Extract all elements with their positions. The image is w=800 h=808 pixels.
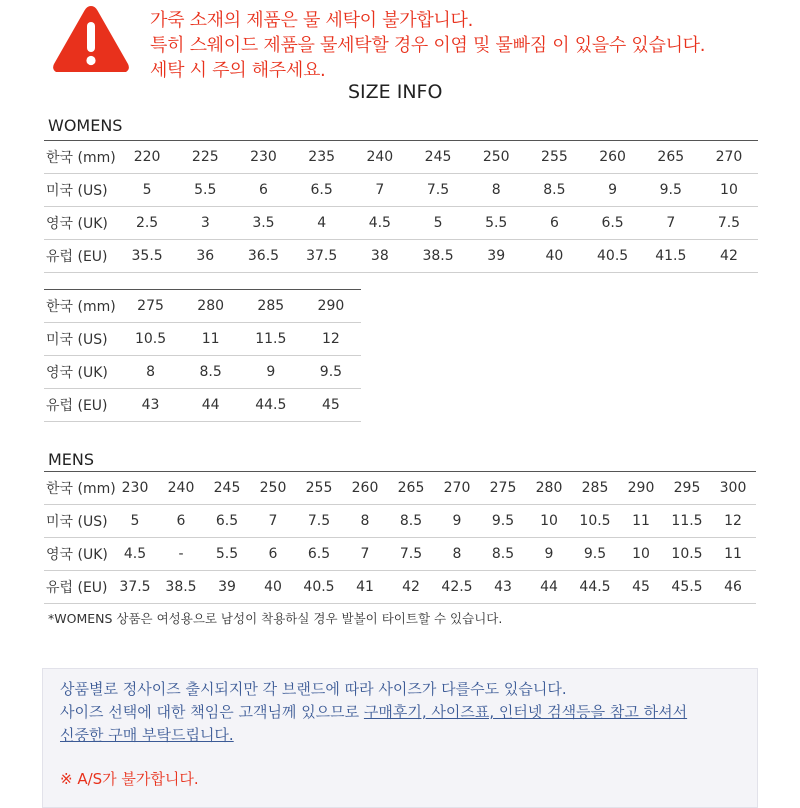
size-cell: 40.5	[296, 571, 342, 604]
size-cell: 7	[342, 538, 388, 571]
mens-size-table-body	[44, 472, 756, 604]
size-cell: 11.5	[241, 323, 301, 356]
size-row	[44, 323, 361, 356]
size-cell: 6	[525, 207, 583, 240]
size-cell: 4.5	[112, 538, 158, 571]
size-cell: 12	[710, 505, 756, 538]
size-cell: 43	[120, 389, 180, 422]
size-cell: 41	[342, 571, 388, 604]
size-cell: 3	[176, 207, 234, 240]
size-cell: 240	[158, 472, 204, 505]
size-cell: 270	[434, 472, 480, 505]
size-cell: 270	[700, 141, 758, 174]
size-cell: 40	[250, 571, 296, 604]
size-cell: 8	[467, 174, 525, 207]
size-cell: 240	[351, 141, 409, 174]
size-cell: 10	[700, 174, 758, 207]
size-cell: 36	[176, 240, 234, 273]
size-cell: 10.5	[572, 505, 618, 538]
size-cell: 280	[181, 290, 241, 323]
row-label: 유럽 (EU)	[44, 571, 112, 604]
size-cell: -	[158, 538, 204, 571]
row-label: 한국 (mm)	[44, 472, 112, 505]
size-cell: 10.5	[664, 538, 710, 571]
size-cell: 37.5	[112, 571, 158, 604]
size-cell: 7.5	[296, 505, 342, 538]
size-cell: 45	[618, 571, 664, 604]
row-label: 미국 (US)	[44, 505, 112, 538]
size-cell: 5.5	[176, 174, 234, 207]
size-cell: 36.5	[234, 240, 292, 273]
size-cell: 290	[618, 472, 664, 505]
size-cell: 11	[710, 538, 756, 571]
size-row	[44, 538, 756, 571]
size-cell: 6.5	[204, 505, 250, 538]
washing-warning	[150, 8, 705, 83]
size-cell: 220	[118, 141, 176, 174]
womens-size-table-2-body	[44, 290, 361, 422]
row-label: 미국 (US)	[44, 323, 120, 356]
size-row	[44, 141, 758, 174]
size-cell: 255	[525, 141, 583, 174]
row-label: 유럽 (EU)	[44, 240, 118, 273]
size-cell: 275	[480, 472, 526, 505]
size-cell: 12	[301, 323, 361, 356]
size-cell: 10	[526, 505, 572, 538]
row-label: 미국 (US)	[44, 174, 118, 207]
size-cell: 9	[434, 505, 480, 538]
size-row	[44, 174, 758, 207]
size-cell: 11	[181, 323, 241, 356]
size-cell: 225	[176, 141, 234, 174]
size-cell: 255	[296, 472, 342, 505]
mens-label: MENS	[48, 450, 95, 469]
size-cell: 9	[526, 538, 572, 571]
size-cell: 260	[342, 472, 388, 505]
size-cell: 9	[584, 174, 642, 207]
size-cell: 46	[710, 571, 756, 604]
size-cell: 41.5	[642, 240, 700, 273]
size-cell: 8	[434, 538, 480, 571]
size-cell: 39	[467, 240, 525, 273]
size-cell: 7.5	[388, 538, 434, 571]
size-cell: 44.5	[572, 571, 618, 604]
size-cell: 37.5	[293, 240, 351, 273]
size-cell: 38	[351, 240, 409, 273]
size-row	[44, 240, 758, 273]
size-cell: 265	[642, 141, 700, 174]
size-cell: 45	[301, 389, 361, 422]
size-cell: 43	[480, 571, 526, 604]
size-cell: 245	[204, 472, 250, 505]
size-cell: 44	[181, 389, 241, 422]
row-label: 한국 (mm)	[44, 141, 118, 174]
size-cell: 7	[642, 207, 700, 240]
size-cell: 6.5	[293, 174, 351, 207]
size-cell: 250	[467, 141, 525, 174]
size-row	[44, 505, 756, 538]
size-cell: 275	[120, 290, 180, 323]
size-cell: 260	[584, 141, 642, 174]
size-cell: 11.5	[664, 505, 710, 538]
size-cell: 10.5	[120, 323, 180, 356]
size-cell: 9	[241, 356, 301, 389]
size-cell: 39	[204, 571, 250, 604]
womens-label: WOMENS	[48, 116, 123, 135]
size-cell: 245	[409, 141, 467, 174]
size-cell: 42	[388, 571, 434, 604]
size-cell: 5	[112, 505, 158, 538]
size-cell: 42	[700, 240, 758, 273]
size-info-title: SIZE INFO	[348, 81, 443, 103]
size-cell: 9.5	[480, 505, 526, 538]
size-cell: 7.5	[700, 207, 758, 240]
size-cell: 44.5	[241, 389, 301, 422]
womens-size-table-1-body	[44, 141, 758, 273]
warning-icon	[50, 2, 132, 76]
as-unavailable-note: ※ A/S가 불가합니다.	[60, 770, 199, 788]
size-cell: 4	[293, 207, 351, 240]
warning-line: 세탁 시 주의 해주세요.	[150, 60, 326, 81]
size-cell: 7.5	[409, 174, 467, 207]
size-cell: 8.5	[480, 538, 526, 571]
size-cell: 290	[301, 290, 361, 323]
womens-fit-note: *WOMENS 상품은 여성용으로 남성이 착용하실 경우 발볼이 타이트할 수 있습니다.	[48, 611, 503, 626]
size-row	[44, 207, 758, 240]
size-cell: 8	[342, 505, 388, 538]
size-cell: 9.5	[301, 356, 361, 389]
row-label: 영국 (UK)	[44, 356, 120, 389]
size-cell: 5	[118, 174, 176, 207]
row-label: 영국 (UK)	[44, 538, 112, 571]
size-cell: 6	[250, 538, 296, 571]
size-cell: 38.5	[409, 240, 467, 273]
size-cell: 40.5	[584, 240, 642, 273]
size-cell: 6	[158, 505, 204, 538]
size-cell: 6.5	[584, 207, 642, 240]
size-cell: 5.5	[204, 538, 250, 571]
size-cell: 35.5	[118, 240, 176, 273]
size-cell: 5	[409, 207, 467, 240]
size-cell: 4.5	[351, 207, 409, 240]
size-cell: 230	[234, 141, 292, 174]
notice-line-2-underlined: 구매후기, 사이즈표, 인터넷 검색등을 참고 하셔서	[363, 703, 688, 721]
size-row	[44, 571, 756, 604]
size-cell: 280	[526, 472, 572, 505]
size-cell: 265	[388, 472, 434, 505]
size-cell: 295	[664, 472, 710, 505]
size-cell: 8.5	[388, 505, 434, 538]
size-row	[44, 356, 361, 389]
warning-line: 특히 스웨이드 제품을 물세탁할 경우 이염 및 물빠짐 이 있을수 있습니다.	[150, 35, 706, 56]
size-cell: 40	[525, 240, 583, 273]
size-cell: 230	[112, 472, 158, 505]
size-cell: 9.5	[572, 538, 618, 571]
size-cell: 7	[250, 505, 296, 538]
size-cell: 8.5	[181, 356, 241, 389]
row-label: 한국 (mm)	[44, 290, 120, 323]
size-cell: 8	[120, 356, 180, 389]
size-cell: 42.5	[434, 571, 480, 604]
size-row	[44, 472, 756, 505]
size-cell: 250	[250, 472, 296, 505]
womens-size-table-2	[44, 289, 361, 422]
size-cell: 45.5	[664, 571, 710, 604]
row-label: 유럽 (EU)	[44, 389, 120, 422]
size-cell: 285	[241, 290, 301, 323]
size-cell: 9.5	[642, 174, 700, 207]
notice-line-2	[60, 701, 687, 724]
size-cell: 7	[351, 174, 409, 207]
size-cell: 38.5	[158, 571, 204, 604]
size-row	[44, 290, 361, 323]
row-label: 영국 (UK)	[44, 207, 118, 240]
notice-line-1: 상품별로 정사이즈 출시되지만 각 브랜드에 따라 사이즈가 다를수도 있습니다.	[60, 680, 567, 698]
notice-line-2-start: 사이즈 선택에 대한 책임은 고객님께 있으므로	[60, 703, 364, 721]
womens-size-table-1	[44, 140, 758, 273]
size-cell: 285	[572, 472, 618, 505]
warning-line: 가죽 소재의 제품은 물 세탁이 불가합니다.	[150, 10, 474, 31]
size-cell: 235	[293, 141, 351, 174]
size-cell: 11	[618, 505, 664, 538]
size-cell: 2.5	[118, 207, 176, 240]
notice-line-3: 신중한 구매 부탁드립니다.	[60, 726, 234, 744]
size-cell: 5.5	[467, 207, 525, 240]
size-cell: 10	[618, 538, 664, 571]
size-cell: 8.5	[525, 174, 583, 207]
size-notice-box	[42, 668, 758, 808]
size-cell: 6.5	[296, 538, 342, 571]
size-cell: 300	[710, 472, 756, 505]
size-cell: 3.5	[234, 207, 292, 240]
mens-size-table	[44, 471, 756, 604]
size-cell: 44	[526, 571, 572, 604]
size-row	[44, 389, 361, 422]
size-cell: 6	[234, 174, 292, 207]
